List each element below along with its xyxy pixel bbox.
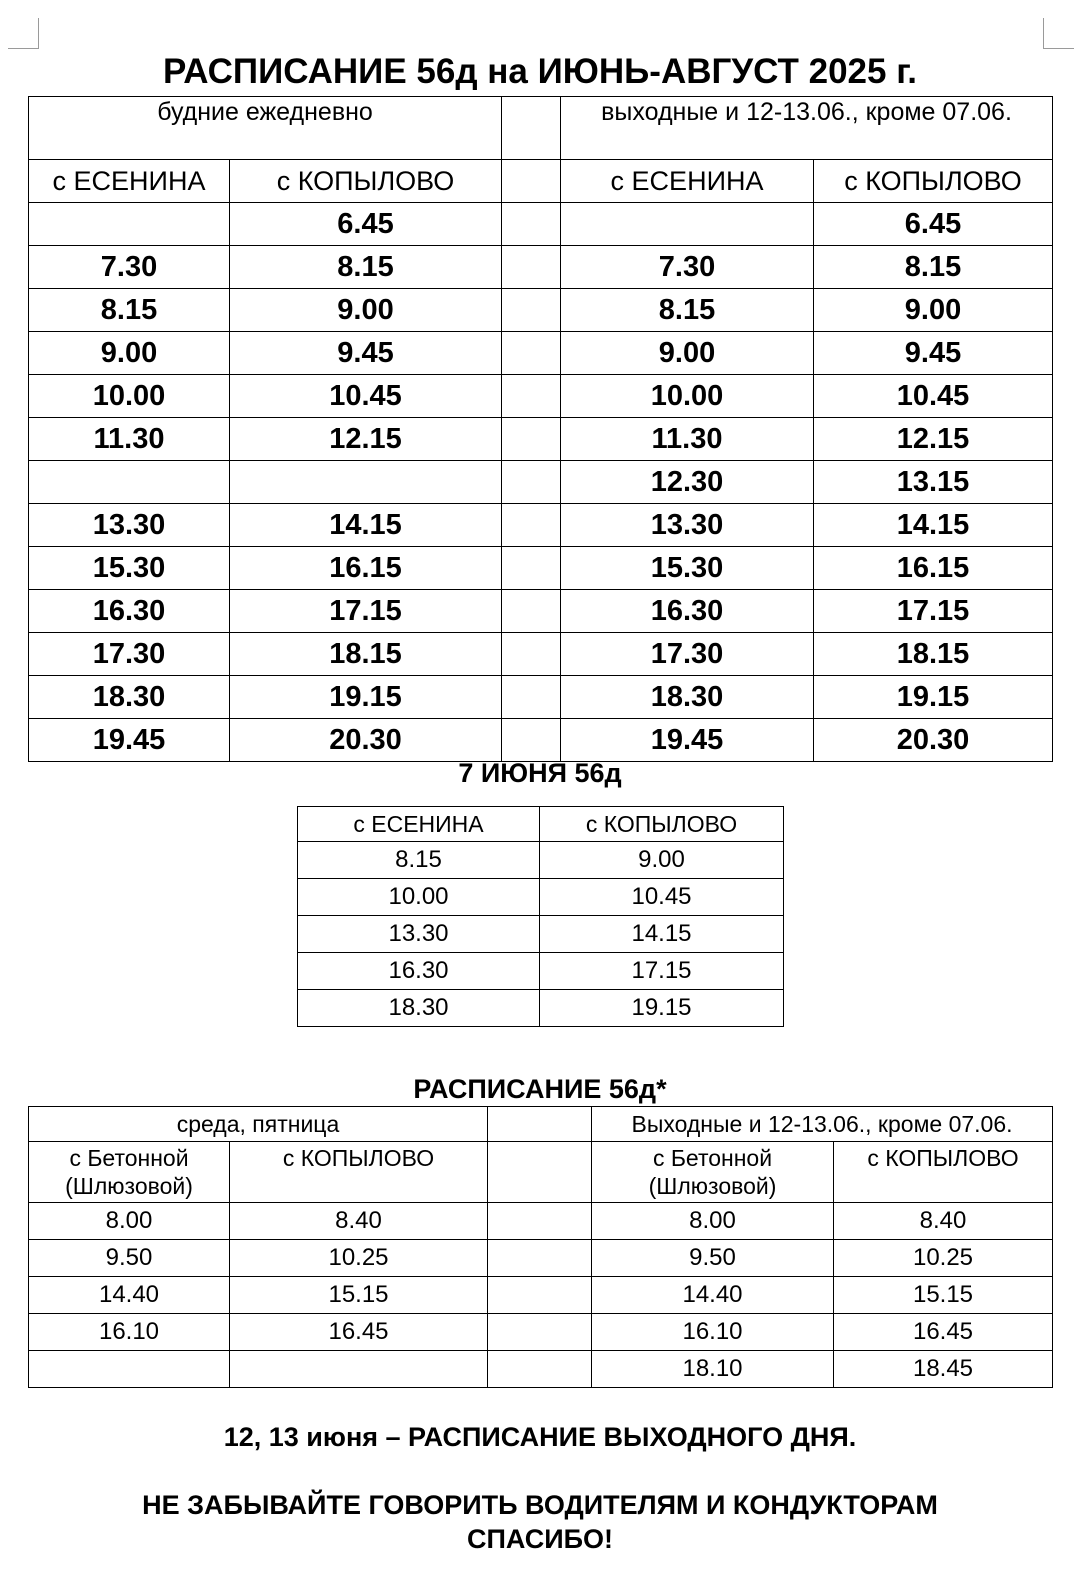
time-cell (29, 1351, 230, 1388)
separator-cell (502, 547, 561, 590)
time-cell: 8.15 (230, 246, 502, 289)
column-header: с КОПЫЛОВО (230, 160, 502, 203)
time-cell: 13.30 (298, 916, 540, 953)
separator-cell (502, 504, 561, 547)
time-cell: 10.00 (561, 375, 814, 418)
table-row (29, 1277, 1053, 1314)
time-cell: 9.00 (540, 842, 784, 879)
table-row (29, 246, 1053, 289)
page-title: РАСПИСАНИЕ 56д на ИЮНЬ-АВГУСТ 2025 г. (162, 52, 918, 91)
time-cell: 13.15 (814, 461, 1053, 504)
time-cell: 8.15 (814, 246, 1053, 289)
time-cell: 17.15 (540, 953, 784, 990)
time-cell: 14.40 (592, 1277, 834, 1314)
time-cell: 18.45 (834, 1351, 1053, 1388)
time-cell: 11.30 (29, 418, 230, 461)
column-header: с ЕСЕНИНА (298, 807, 540, 842)
time-cell: 11.30 (561, 418, 814, 461)
column-header: с ЕСЕНИНА (561, 160, 814, 203)
time-cell: 18.15 (230, 633, 502, 676)
time-cell: 9.45 (814, 332, 1053, 375)
table-row (29, 719, 1053, 762)
time-cell: 16.30 (29, 590, 230, 633)
holiday-note: 12, 13 июня – РАСПИСАНИЕ ВЫХОДНОГО ДНЯ. (223, 1422, 857, 1452)
time-cell: 18.30 (29, 676, 230, 719)
time-cell: 9.00 (561, 332, 814, 375)
separator-cell (488, 1240, 592, 1277)
table-row (298, 953, 784, 990)
page-corner-mark (8, 18, 39, 49)
separator-cell (502, 418, 561, 461)
june7-schedule-table (297, 806, 784, 1027)
table-row (29, 547, 1053, 590)
column-header: с КОПЫЛОВО (834, 1142, 1053, 1203)
time-cell: 14.40 (29, 1277, 230, 1314)
table-row (29, 375, 1053, 418)
time-cell: 17.30 (561, 633, 814, 676)
time-cell (230, 1351, 488, 1388)
table-row (29, 1240, 1053, 1277)
time-cell: 8.40 (230, 1203, 488, 1240)
time-cell: 7.30 (29, 246, 230, 289)
table-row (29, 289, 1053, 332)
column-header (592, 1142, 834, 1203)
time-cell: 17.30 (29, 633, 230, 676)
time-cell: 20.30 (814, 719, 1053, 762)
time-cell: 13.30 (561, 504, 814, 547)
separator-cell (502, 203, 561, 246)
table-row (29, 633, 1053, 676)
table-row (29, 590, 1053, 633)
weekday-header: среда, пятница (29, 1107, 488, 1142)
separator-cell (502, 676, 561, 719)
time-cell: 18.10 (592, 1351, 834, 1388)
time-cell: 10.45 (230, 375, 502, 418)
time-cell (29, 461, 230, 504)
time-cell: 8.00 (29, 1203, 230, 1240)
time-cell: 18.15 (814, 633, 1053, 676)
time-cell: 18.30 (561, 676, 814, 719)
time-cell: 10.00 (298, 879, 540, 916)
separator-cell (502, 590, 561, 633)
time-cell: 8.40 (834, 1203, 1053, 1240)
time-cell: 19.15 (540, 990, 784, 1027)
time-cell: 19.45 (561, 719, 814, 762)
time-cell: 17.15 (230, 590, 502, 633)
time-cell: 12.15 (230, 418, 502, 461)
table-row (298, 916, 784, 953)
time-cell: 10.45 (540, 879, 784, 916)
separator-cell (488, 1314, 592, 1351)
time-cell: 6.45 (814, 203, 1053, 246)
table-row (29, 203, 1053, 246)
time-cell: 16.15 (230, 547, 502, 590)
weekend-header: Выходные и 12-13.06., кроме 07.06. (592, 1107, 1053, 1142)
table-row (29, 461, 1053, 504)
separator-cell (502, 246, 561, 289)
time-cell: 16.15 (814, 547, 1053, 590)
weekend-header: выходные и 12-13.06., кроме 07.06. (561, 97, 1053, 160)
time-cell: 16.10 (592, 1314, 834, 1351)
column-header: с КОПЫЛОВО (540, 807, 784, 842)
weekday-header: будние ежедневно (29, 97, 502, 160)
separator-cell (488, 1277, 592, 1314)
thanks-line: СПАСИБО! (466, 1524, 614, 1554)
time-cell: 12.15 (814, 418, 1053, 461)
time-cell: 15.15 (230, 1277, 488, 1314)
time-cell: 7.30 (561, 246, 814, 289)
time-cell: 13.30 (29, 504, 230, 547)
table-row (298, 990, 784, 1027)
reminder-note (0, 1488, 1080, 1556)
time-cell: 20.30 (230, 719, 502, 762)
time-cell: 6.45 (230, 203, 502, 246)
separator-cell (502, 633, 561, 676)
time-cell: 16.30 (561, 590, 814, 633)
separator-cell (488, 1107, 592, 1142)
time-cell: 14.15 (230, 504, 502, 547)
separator-cell (502, 719, 561, 762)
time-cell: 10.25 (230, 1240, 488, 1277)
time-cell: 9.00 (230, 289, 502, 332)
time-cell: 16.30 (298, 953, 540, 990)
table-row (29, 1351, 1053, 1388)
time-cell (561, 203, 814, 246)
column-header: с КОПЫЛОВО (230, 1142, 488, 1203)
separator-cell (502, 160, 561, 203)
column-header-line: (Шлюзовой) (648, 1173, 777, 1199)
time-cell: 9.50 (592, 1240, 834, 1277)
time-cell: 14.15 (814, 504, 1053, 547)
separator-cell (502, 375, 561, 418)
time-cell: 19.15 (230, 676, 502, 719)
time-cell: 18.30 (298, 990, 540, 1027)
main-schedule-table (28, 96, 1053, 762)
separator-cell (502, 332, 561, 375)
time-cell: 16.45 (230, 1314, 488, 1351)
star-schedule-title: РАСПИСАНИЕ 56д* (413, 1074, 667, 1104)
table-row (29, 1203, 1053, 1240)
column-header-line: с Бетонной (652, 1145, 773, 1171)
time-cell: 8.15 (298, 842, 540, 879)
column-header-line: (Шлюзовой) (65, 1173, 193, 1199)
time-cell (29, 203, 230, 246)
reminder-line: НЕ ЗАБЫВАЙТЕ ГОВОРИТЬ ВОДИТЕЛЯМ И КОНДУКТОРАМ (142, 1490, 938, 1520)
time-cell: 9.00 (814, 289, 1053, 332)
time-cell: 8.15 (561, 289, 814, 332)
separator-cell (502, 289, 561, 332)
time-cell: 12.30 (561, 461, 814, 504)
table-row (298, 879, 784, 916)
time-cell: 19.45 (29, 719, 230, 762)
table-row (29, 418, 1053, 461)
time-cell: 8.00 (592, 1203, 834, 1240)
table-row (298, 842, 784, 879)
table-row (29, 1314, 1053, 1351)
time-cell: 14.15 (540, 916, 784, 953)
table-row (29, 332, 1053, 375)
page-corner-mark (1043, 18, 1074, 49)
separator-cell (502, 461, 561, 504)
time-cell: 15.15 (834, 1277, 1053, 1314)
time-cell: 19.15 (814, 676, 1053, 719)
time-cell: 9.45 (230, 332, 502, 375)
column-header (29, 1142, 230, 1203)
time-cell: 9.50 (29, 1240, 230, 1277)
star-schedule-table (28, 1106, 1053, 1388)
table-row (29, 504, 1053, 547)
time-cell: 17.15 (814, 590, 1053, 633)
time-cell: 10.45 (814, 375, 1053, 418)
time-cell: 15.30 (29, 547, 230, 590)
separator-cell (488, 1203, 592, 1240)
column-header: с ЕСЕНИНА (29, 160, 230, 203)
column-header-line: с Бетонной (69, 1145, 189, 1171)
time-cell: 8.15 (29, 289, 230, 332)
time-cell: 16.45 (834, 1314, 1053, 1351)
time-cell: 9.00 (29, 332, 230, 375)
table-row (29, 676, 1053, 719)
separator-cell (488, 1351, 592, 1388)
time-cell (230, 461, 502, 504)
separator-cell (502, 97, 561, 160)
june7-title: 7 ИЮНЯ 56д (458, 758, 622, 788)
column-header: с КОПЫЛОВО (814, 160, 1053, 203)
separator-cell (488, 1142, 592, 1203)
time-cell: 10.00 (29, 375, 230, 418)
time-cell: 16.10 (29, 1314, 230, 1351)
time-cell: 15.30 (561, 547, 814, 590)
time-cell: 10.25 (834, 1240, 1053, 1277)
